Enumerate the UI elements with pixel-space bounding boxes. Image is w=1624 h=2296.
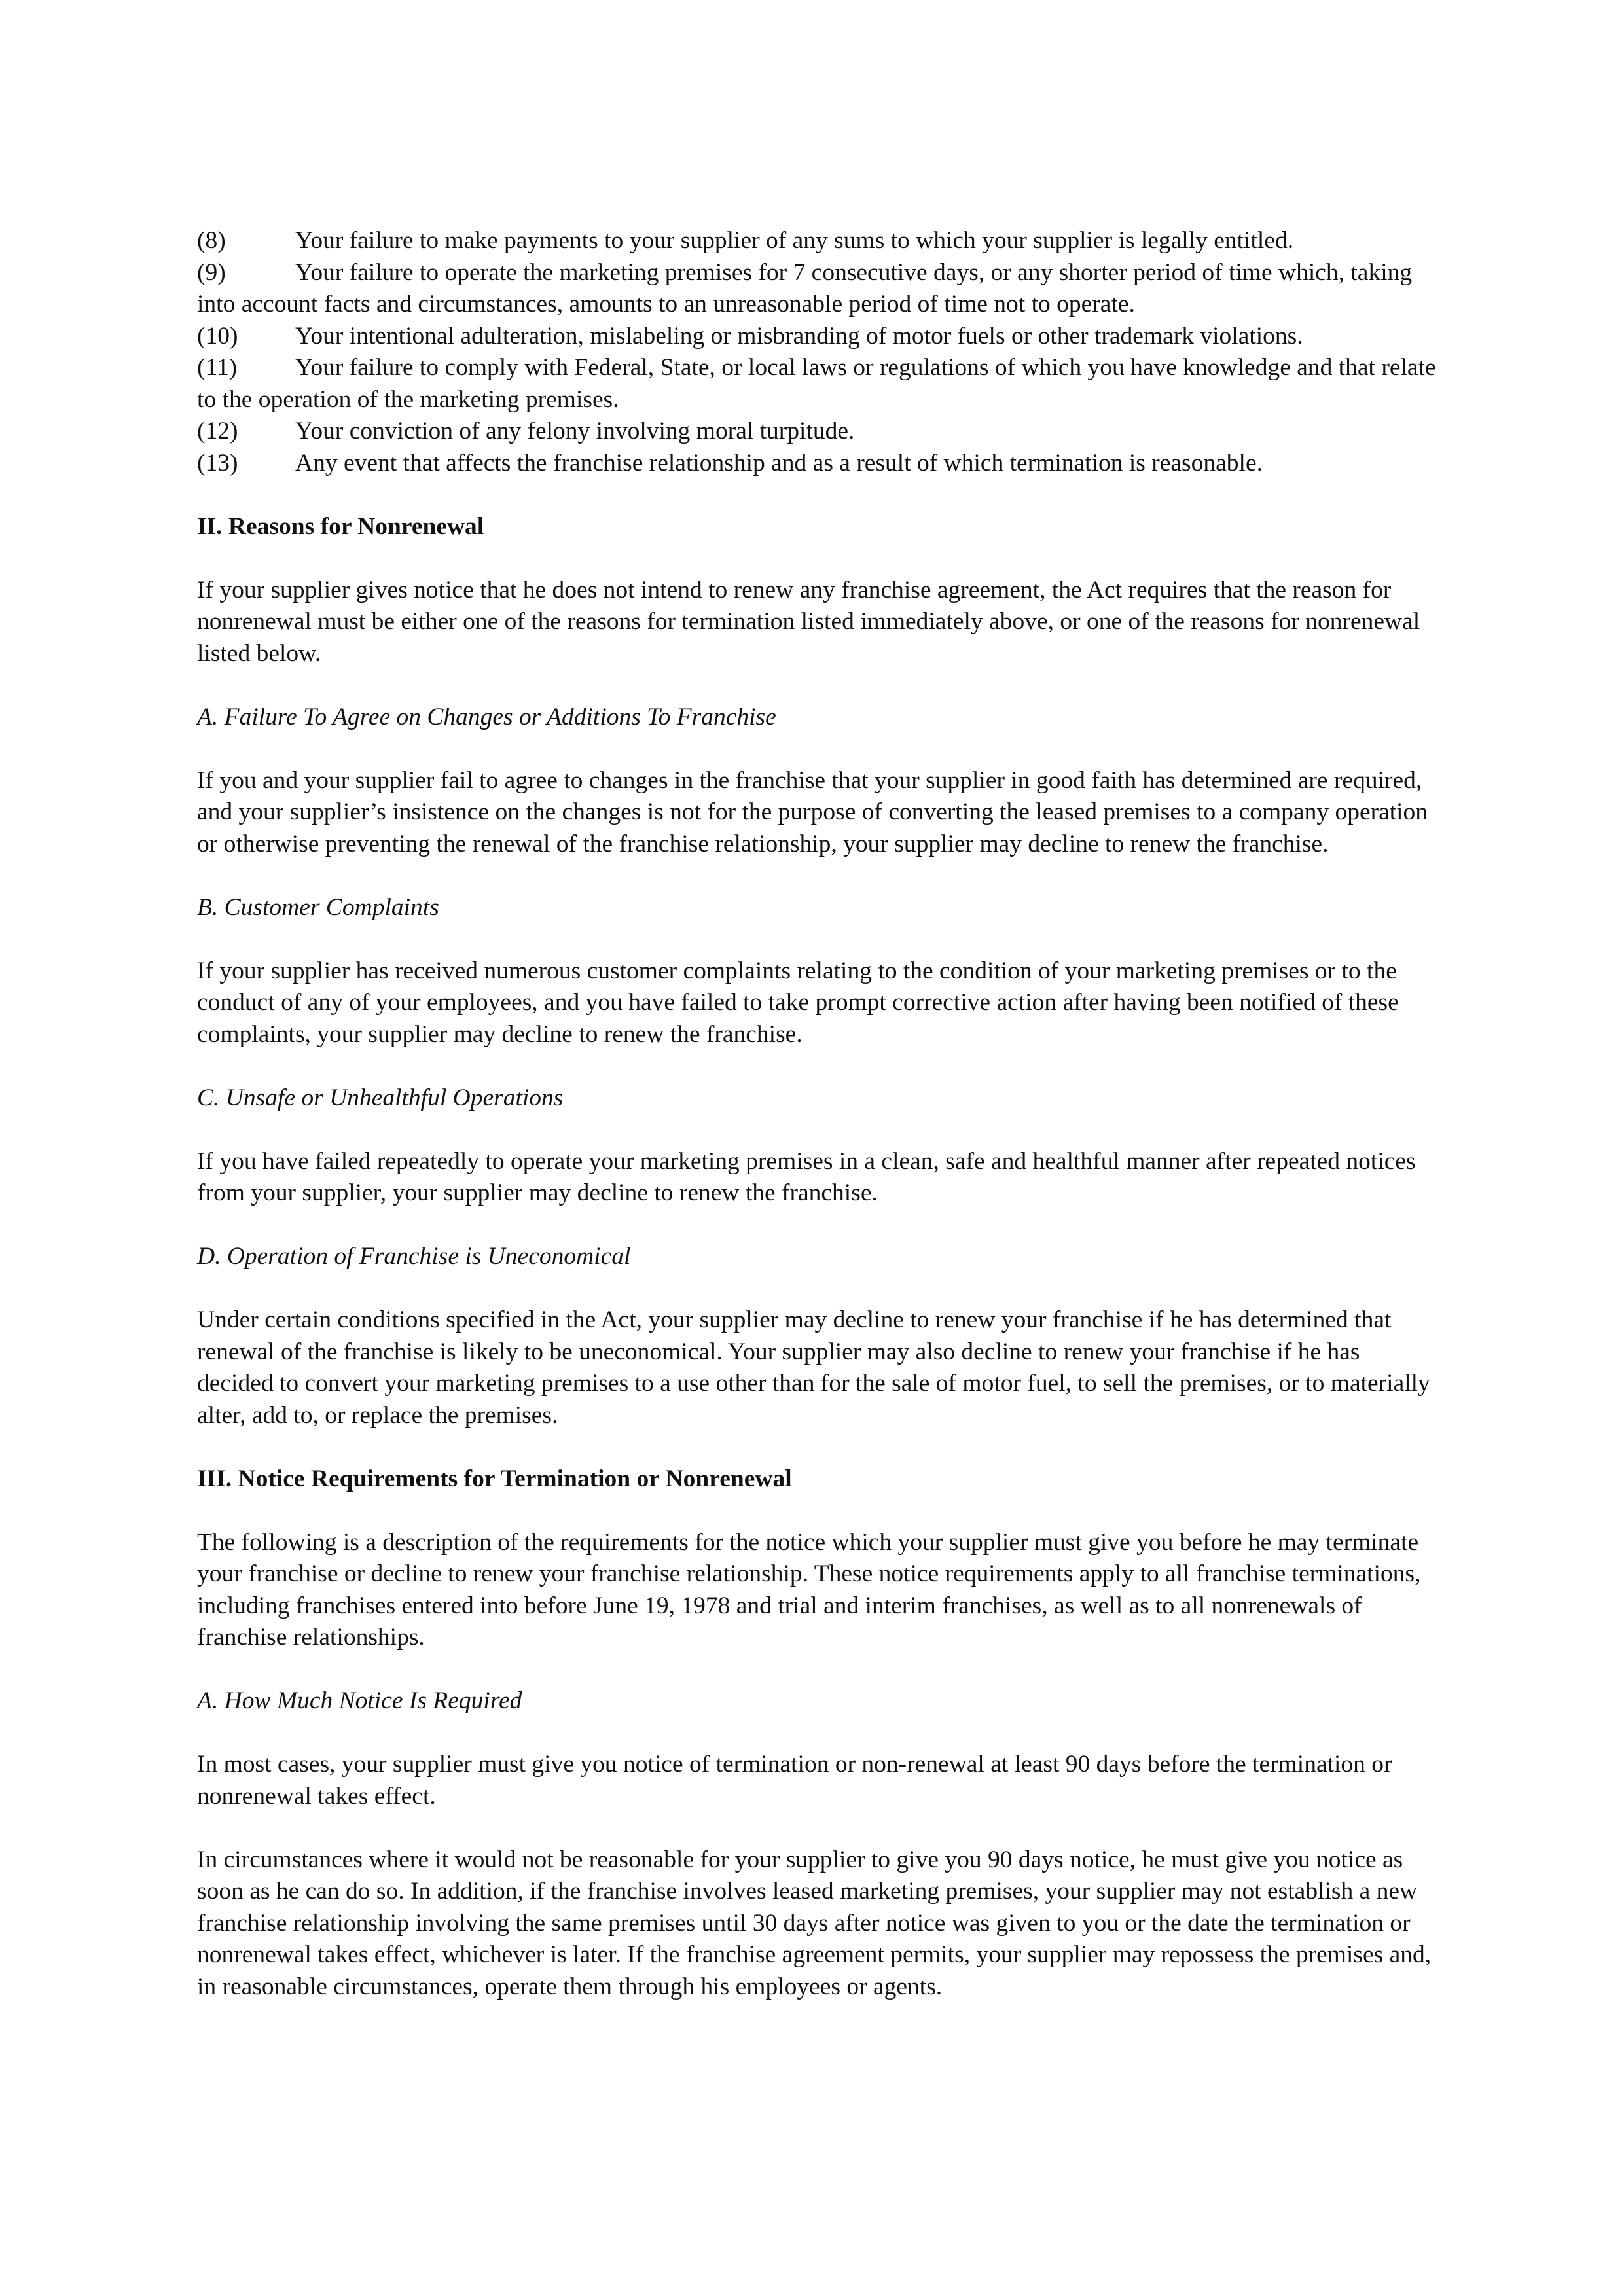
list-item-number: (10) <box>197 322 238 350</box>
list-item-text: Your conviction of any felony involving moral turpitude. <box>295 418 855 444</box>
section-heading-notice-requirements: III. Notice Requirements for Termination or Nonrenewal <box>197 1465 792 1492</box>
list-item-text: Any event that affects the franchise relationship and as a result of which termination is reasonable. <box>295 449 1263 476</box>
termination-reasons-list <box>197 225 1441 479</box>
list-item <box>197 352 1441 416</box>
list-item-number: (13) <box>197 449 238 476</box>
list-item <box>197 416 1441 448</box>
list-item-number: (11) <box>197 354 238 381</box>
list-item <box>197 225 1441 257</box>
list-item-text: Your failure to operate the marketing premises for 7 consecutive days, or any shorter period of time which, taking into account facts and circumstances, amounts to an unreasonable period of time not to operate. <box>197 259 1413 317</box>
list-item-number: (12) <box>197 418 238 444</box>
paragraph: In most cases, your supplier must give you notice of termination or non-renewal at least 90 days before the termination or nonrenewal takes effect. <box>197 1751 1392 1810</box>
paragraph: In circumstances where it would not be reasonable for your supplier to give you 90 days notice, he must give you notice as soon as he can do so. In addition, if the franchise involves leased marketing premises, your supplier may not establish a new franchise relationship involving the same premises until 30 days after notice was given to you or the date the termination or nonrenewal takes effect, whichever is later. If the franchise agreement permits, your supplier may repossess the premises and, in reasonable circumstances, operate them through his employees or agents. <box>197 1846 1432 2000</box>
paragraph: The following is a description of the requirements for the notice which your supplier must give you before he may terminate your franchise or decline to renew your franchise relationship. These notice requirements apply to all franchise terminations, including franchises entered into before June 19, 1978 and trial and interim franchises, as well as to all nonrenewals of franchise relationships. <box>197 1528 1421 1651</box>
list-item <box>197 257 1441 321</box>
subsection-heading: C. Unsafe or Unhealthful Operations <box>197 1084 564 1111</box>
document-page <box>197 225 1441 2003</box>
list-item-number: (9) <box>197 259 226 286</box>
paragraph: If you have failed repeatedly to operate your marketing premises in a clean, safe and healthful manner after repeated notices from your supplier, your supplier may decline to renew the franchise. <box>197 1147 1416 1206</box>
subsection-heading: B. Customer Complaints <box>197 893 439 921</box>
list-item-text: Your failure to comply with Federal, State, or local laws or regulations of which you have knowledge and that relate to the operation of the marketing premises. <box>197 354 1436 413</box>
section-heading-nonrenewal: II. Reasons for Nonrenewal <box>197 512 484 540</box>
list-item <box>197 321 1441 353</box>
paragraph: If you and your supplier fail to agree to changes in the franchise that your supplier in good faith has determined are required, and your supplier’s insistence on the changes is not for the purpose of converting the leased premises to a company operation or otherwise preventing the renewal of the franchise relationship, your supplier may decline to renew the franchise. <box>197 766 1428 857</box>
list-item-number: (8) <box>197 227 226 254</box>
list-item-text: Your intentional adulteration, mislabeling or misbranding of motor fuels or other trademark violations. <box>295 322 1303 350</box>
subsection-heading: D. Operation of Franchise is Uneconomical <box>197 1243 631 1270</box>
list-item <box>197 448 1441 480</box>
paragraph: If your supplier gives notice that he does not intend to renew any franchise agreement, the Act requires that the reason for nonrenewal must be either one of the reasons for termination listed immediately above, or one of the reasons for nonrenewal listed below. <box>197 576 1420 667</box>
list-item-text: Your failure to make payments to your supplier of any sums to which your supplier is legally entitled. <box>295 227 1294 254</box>
paragraph: Under certain conditions specified in the Act, your supplier may decline to renew your franchise if he has determined that renewal of the franchise is likely to be uneconomical. Your supplier may also decline to renew your franchise if he has decided to convert your marketing premises to a use other than for the sale of motor fuel, to sell the premises, or to materially alter, add to, or replace the premises. <box>197 1306 1430 1429</box>
subsection-heading: A. Failure To Agree on Changes or Additions To Franchise <box>197 703 776 730</box>
paragraph: If your supplier has received numerous customer complaints relating to the condition of your marketing premises or to the conduct of any of your employees, and you have failed to take prompt corrective action after having been notified of these complaints, your supplier may decline to renew the franchise. <box>197 957 1399 1048</box>
subsection-heading: A. How Much Notice Is Required <box>197 1687 522 1714</box>
